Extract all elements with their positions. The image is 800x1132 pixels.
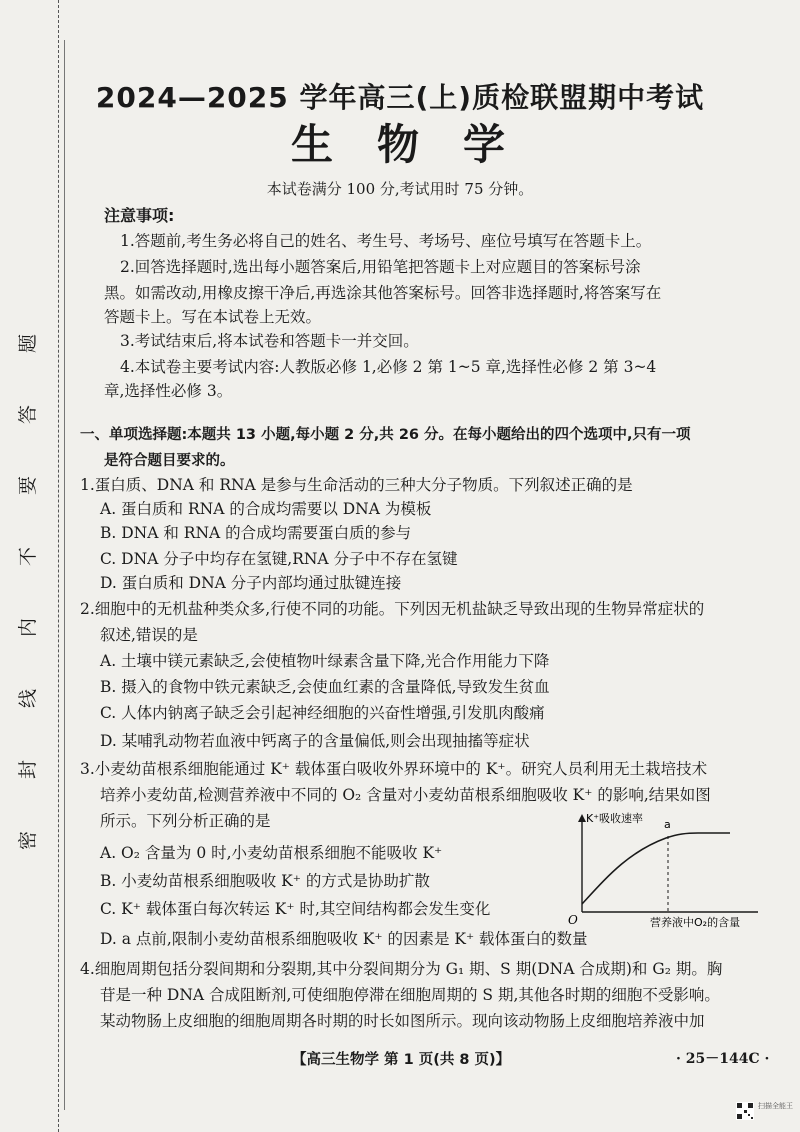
chart-point-a: a bbox=[664, 818, 671, 831]
q1-stem: 1.蛋白质、DNA 和 RNA 是参与生命活动的三种大分子物质。下列叙述正确的是 bbox=[80, 476, 633, 494]
notes-line: 1.答题前,考生务必将自己的姓名、考生号、考场号、座位号填写在答题卡上。 bbox=[120, 232, 652, 250]
notes-line: 4.本试卷主要考试内容:人教版必修 1,必修 2 第 1~5 章,选择性必修 2 第 3~4 bbox=[120, 358, 657, 376]
q3-chart bbox=[566, 812, 766, 928]
seal-char: 线 bbox=[17, 688, 40, 709]
q2-option-c: C. 人体内钠离子缺乏会引起神经细胞的兴奋性增强,引发肌肉酸痛 bbox=[100, 704, 545, 722]
q3-option-d: D. a 点前,限制小麦幼苗根系细胞吸收 K⁺ 的因素是 K⁺ 载体蛋白的数量 bbox=[100, 930, 588, 948]
qr-code-icon bbox=[736, 1102, 754, 1120]
chart-ylabel: K⁺吸收速率 bbox=[586, 812, 644, 825]
notes-line: 答题卡上。写在本试卷上无效。 bbox=[104, 308, 322, 326]
scan-logo: 扫描全能王 bbox=[758, 1102, 793, 1110]
exam-info: 本试卷满分 100 分,考试用时 75 分钟。 bbox=[266, 180, 534, 198]
q3-stem-cont: 所示。下列分析正确的是 bbox=[100, 812, 271, 830]
q2-option-d: D. 某哺乳动物若血液中钙离子的含量偏低,则会出现抽搐等症状 bbox=[100, 732, 530, 750]
seal-char: 答 bbox=[17, 404, 40, 425]
y-axis-arrow bbox=[578, 814, 586, 822]
q1-option-a: A. 蛋白质和 RNA 的合成均需要以 DNA 为模板 bbox=[100, 500, 432, 518]
q4-stem-cont: 苷是一种 DNA 合成阻断剂,可使细胞停滞在细胞周期的 S 期,其他各时期的细胞不受影响。 bbox=[100, 986, 720, 1004]
q1-option-c: C. DNA 分子中均存在氢键,RNA 分子中不存在氢键 bbox=[100, 550, 458, 568]
subject-title: 生物学 bbox=[290, 120, 549, 169]
q3-stem: 3.小麦幼苗根系细胞能通过 K⁺ 载体蛋白吸收外界环境中的 K⁺。研究人员利用无土栽培技术 bbox=[80, 760, 708, 778]
seal-char: 封 bbox=[17, 759, 40, 780]
q3-stem-cont: 培养小麦幼苗,检测营养液中不同的 O₂ 含量对小麦幼苗根系细胞吸收 K⁺ 的影响,结果如图 bbox=[100, 786, 711, 804]
q2-stem-cont: 叙述,错误的是 bbox=[100, 626, 198, 644]
margin-rule bbox=[64, 40, 65, 1110]
paper-code: · 25－144C · bbox=[676, 1051, 770, 1067]
notes-line: 2.回答选择题时,选出每小题答案后,用铅笔把答题卡上对应题目的答案标号涂 bbox=[120, 258, 641, 276]
absorption-curve bbox=[582, 833, 730, 904]
exam-title: 2024—2025 学年高三(上)质检联盟期中考试 bbox=[95, 81, 705, 114]
q1-option-b: B. DNA 和 RNA 的合成均需要蛋白质的参与 bbox=[100, 524, 412, 542]
q3-option-b: B. 小麦幼苗根系细胞吸收 K⁺ 的方式是协助扩散 bbox=[100, 872, 430, 890]
notes-line: 章,选择性必修 3。 bbox=[104, 382, 233, 400]
q4-stem-cont: 某动物肠上皮细胞的细胞周期各时期的时长如图所示。现向该动物肠上皮细胞培养液中加 bbox=[100, 1012, 705, 1030]
page-footer: 【高三生物学 第 1 页(共 8 页)】 bbox=[292, 1052, 511, 1068]
chart-xlabel: 营养液中O₂的含量 bbox=[650, 916, 741, 928]
chart-origin: O bbox=[568, 913, 578, 927]
q1-option-d: D. 蛋白质和 DNA 分子内部均通过肽键连接 bbox=[100, 574, 402, 592]
seal-char: 要 bbox=[17, 475, 40, 496]
seal-char: 密 bbox=[17, 830, 40, 851]
notes-heading: 注意事项: bbox=[104, 206, 175, 225]
seal-char: 不 bbox=[17, 546, 40, 567]
section-heading-cont: 是符合题目要求的。 bbox=[104, 453, 235, 469]
q3-option-c: C. K⁺ 载体蛋白每次转运 K⁺ 时,其空间结构都会发生变化 bbox=[100, 900, 491, 918]
q2-option-b: B. 摄入的食物中铁元素缺乏,会使血红素的含量降低,导致发生贫血 bbox=[100, 678, 550, 696]
q4-stem: 4.细胞周期包括分裂间期和分裂期,其中分裂间期分为 G₁ 期、S 期(DNA 合成期)和 G₂ 期。胸 bbox=[80, 960, 723, 978]
seal-text bbox=[12, 330, 42, 854]
section-heading: 一、单项选择题:本题共 13 小题,每小题 2 分,共 26 分。在每小题给出的四个选项中,只有一项 bbox=[80, 427, 691, 443]
notes-line: 黑。如需改动,用橡皮擦干净后,再选涂其他答案标号。回答非选择题时,将答案写在 bbox=[104, 284, 662, 302]
q2-option-a: A. 土壤中镁元素缺乏,会使植物叶绿素含量下降,光合作用能力下降 bbox=[100, 652, 550, 670]
notes-line: 3.考试结束后,将本试卷和答题卡一并交回。 bbox=[120, 332, 419, 350]
q2-stem: 2.细胞中的无机盐种类众多,行使不同的功能。下列因无机盐缺乏导致出现的生物异常症状的 bbox=[80, 600, 705, 618]
seal-char: 题 bbox=[17, 333, 40, 354]
seal-char: 内 bbox=[17, 617, 40, 638]
q3-option-a: A. O₂ 含量为 0 时,小麦幼苗根系细胞不能吸收 K⁺ bbox=[100, 844, 443, 862]
